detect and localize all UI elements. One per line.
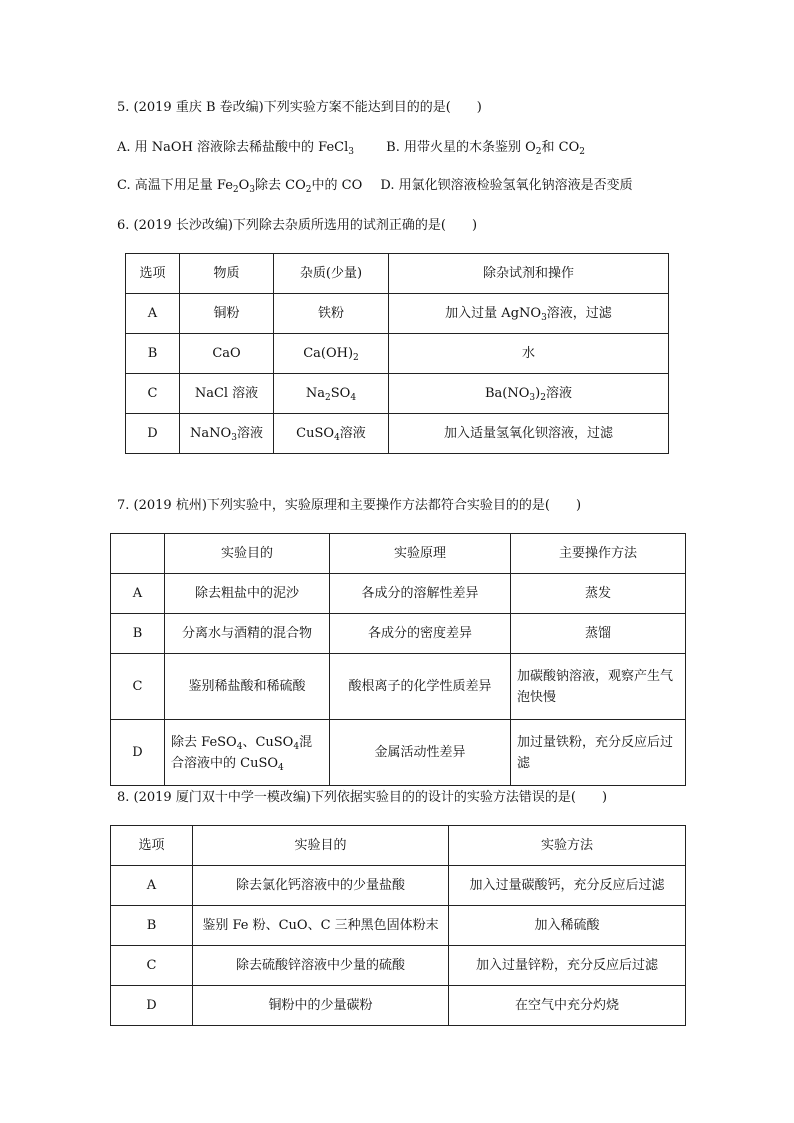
q5-options-ab [117,139,585,157]
principle-cell: 各成分的溶解性差异 [330,574,511,614]
operation-cell: 水 [389,334,669,374]
option-cell: C [111,946,193,986]
q6-stem: 6. (2019 长沙改编)下列除去杂质所选用的试剂正确的是( ) [117,218,478,233]
option-cell: A [111,866,193,906]
q8-stem: 8. (2019 厦门双十中学一模改编)下列依据实验目的的设计的实验方法错误的是( ) [117,790,608,805]
table-row [126,334,669,374]
substance-cell: 铜粉 [180,294,274,334]
header-cell: 杂质(少量) [274,254,389,294]
goal-cell: 除去硫酸锌溶液中少量的硫酸 [193,946,449,986]
method-cell: 加入过量锌粉，充分反应后过滤 [449,946,686,986]
goal-cell: 铜粉中的少量碳粉 [193,986,449,1026]
table-row [126,414,669,454]
option-cell: A [126,294,180,334]
option-cell: B [111,906,193,946]
principle-cell: 酸根离子的化学性质差异 [330,654,511,720]
header-cell: 实验方法 [449,826,686,866]
header-cell: 选项 [126,254,180,294]
header-cell: 实验目的 [165,534,330,574]
option-cell: B [111,614,165,654]
operation-cell: 加入适量氢氧化钡溶液，过滤 [389,414,669,454]
q5-option-a: A. 用 NaOH 溶液除去稀盐酸中的 FeCl$_3$ [117,140,355,157]
substance-cell: NaNO$_3$溶液 [180,414,274,454]
table-row [111,866,686,906]
q8-table [110,825,686,1026]
option-cell: C [111,654,165,720]
option-cell: D [111,720,165,786]
impurity-cell: $Na_2SO_4$ [274,374,389,414]
table-header-row [126,254,669,294]
table-row [111,986,686,1026]
option-cell: D [126,414,180,454]
option-cell: A [111,574,165,614]
method-cell: 加碳酸钠溶液，观察产生气泡快慢 [511,654,686,720]
substance-cell: NaCl 溶液 [180,374,274,414]
header-cell: 除杂试剂和操作 [389,254,669,294]
q5-options-cd [117,177,633,195]
table-row [126,374,669,414]
method-cell: 在空气中充分灼烧 [449,986,686,1026]
goal-cell: 除去 FeSO$_4$、CuSO$_4$混合溶液中的 CuSO$_4$ [165,720,330,786]
table-row [111,946,686,986]
table-row [111,654,686,720]
option-cell: C [126,374,180,414]
header-cell: 实验原理 [330,534,511,574]
table-row [126,294,669,334]
option-cell: B [126,334,180,374]
goal-cell: 鉴别 Fe 粉、CuO、C 三种黑色固体粉末 [193,906,449,946]
goal-cell: 鉴别稀盐酸和稀硫酸 [165,654,330,720]
impurity-cell: CuSO$_4$溶液 [274,414,389,454]
q5-option-b: B. 用带火星的木条鉴别 $O_2$和 $CO_2$ [386,140,585,157]
impurity-cell: $Ca(OH)_2$ [274,334,389,374]
q6-table [125,253,669,454]
method-cell: 加入稀硫酸 [449,906,686,946]
q7-table [110,533,686,786]
table-row [111,906,686,946]
method-cell: 蒸发 [511,574,686,614]
principle-cell: 金属活动性差异 [330,720,511,786]
table-row [111,720,686,786]
option-cell: D [111,986,193,1026]
q5-stem: 5. (2019 重庆 B 卷改编)下列实验方案不能达到目的的是( ) [117,100,482,115]
q5-option-c: C. 高温下用足量 $Fe_2O_3$除去 $CO_2$中的 CO [117,178,363,195]
operation-cell: $Ba(NO_3)_2$溶液 [389,374,669,414]
goal-cell: 除去氯化钙溶液中的少量盐酸 [193,866,449,906]
table-row [111,614,686,654]
substance-cell: CaO [180,334,274,374]
header-cell [111,534,165,574]
q5-option-d: D. 用氯化钡溶液检验氢氧化钠溶液是否变质 [380,178,633,193]
method-cell: 蒸馏 [511,614,686,654]
operation-cell: 加入过量 AgNO$_3$溶液，过滤 [389,294,669,334]
goal-cell: 分离水与酒精的混合物 [165,614,330,654]
table-row [111,574,686,614]
table-header-row [111,534,686,574]
method-cell: 加过量铁粉，充分反应后过滤 [511,720,686,786]
header-cell: 选项 [111,826,193,866]
header-cell: 主要操作方法 [511,534,686,574]
q7-stem: 7. (2019 杭州)下列实验中，实验原理和主要操作方法都符合实验目的的是( ) [117,498,582,513]
method-cell: 加入过量碳酸钙，充分反应后过滤 [449,866,686,906]
impurity-cell: 铁粉 [274,294,389,334]
header-cell: 实验目的 [193,826,449,866]
principle-cell: 各成分的密度差异 [330,614,511,654]
goal-cell: 除去粗盐中的泥沙 [165,574,330,614]
table-header-row [111,826,686,866]
header-cell: 物质 [180,254,274,294]
